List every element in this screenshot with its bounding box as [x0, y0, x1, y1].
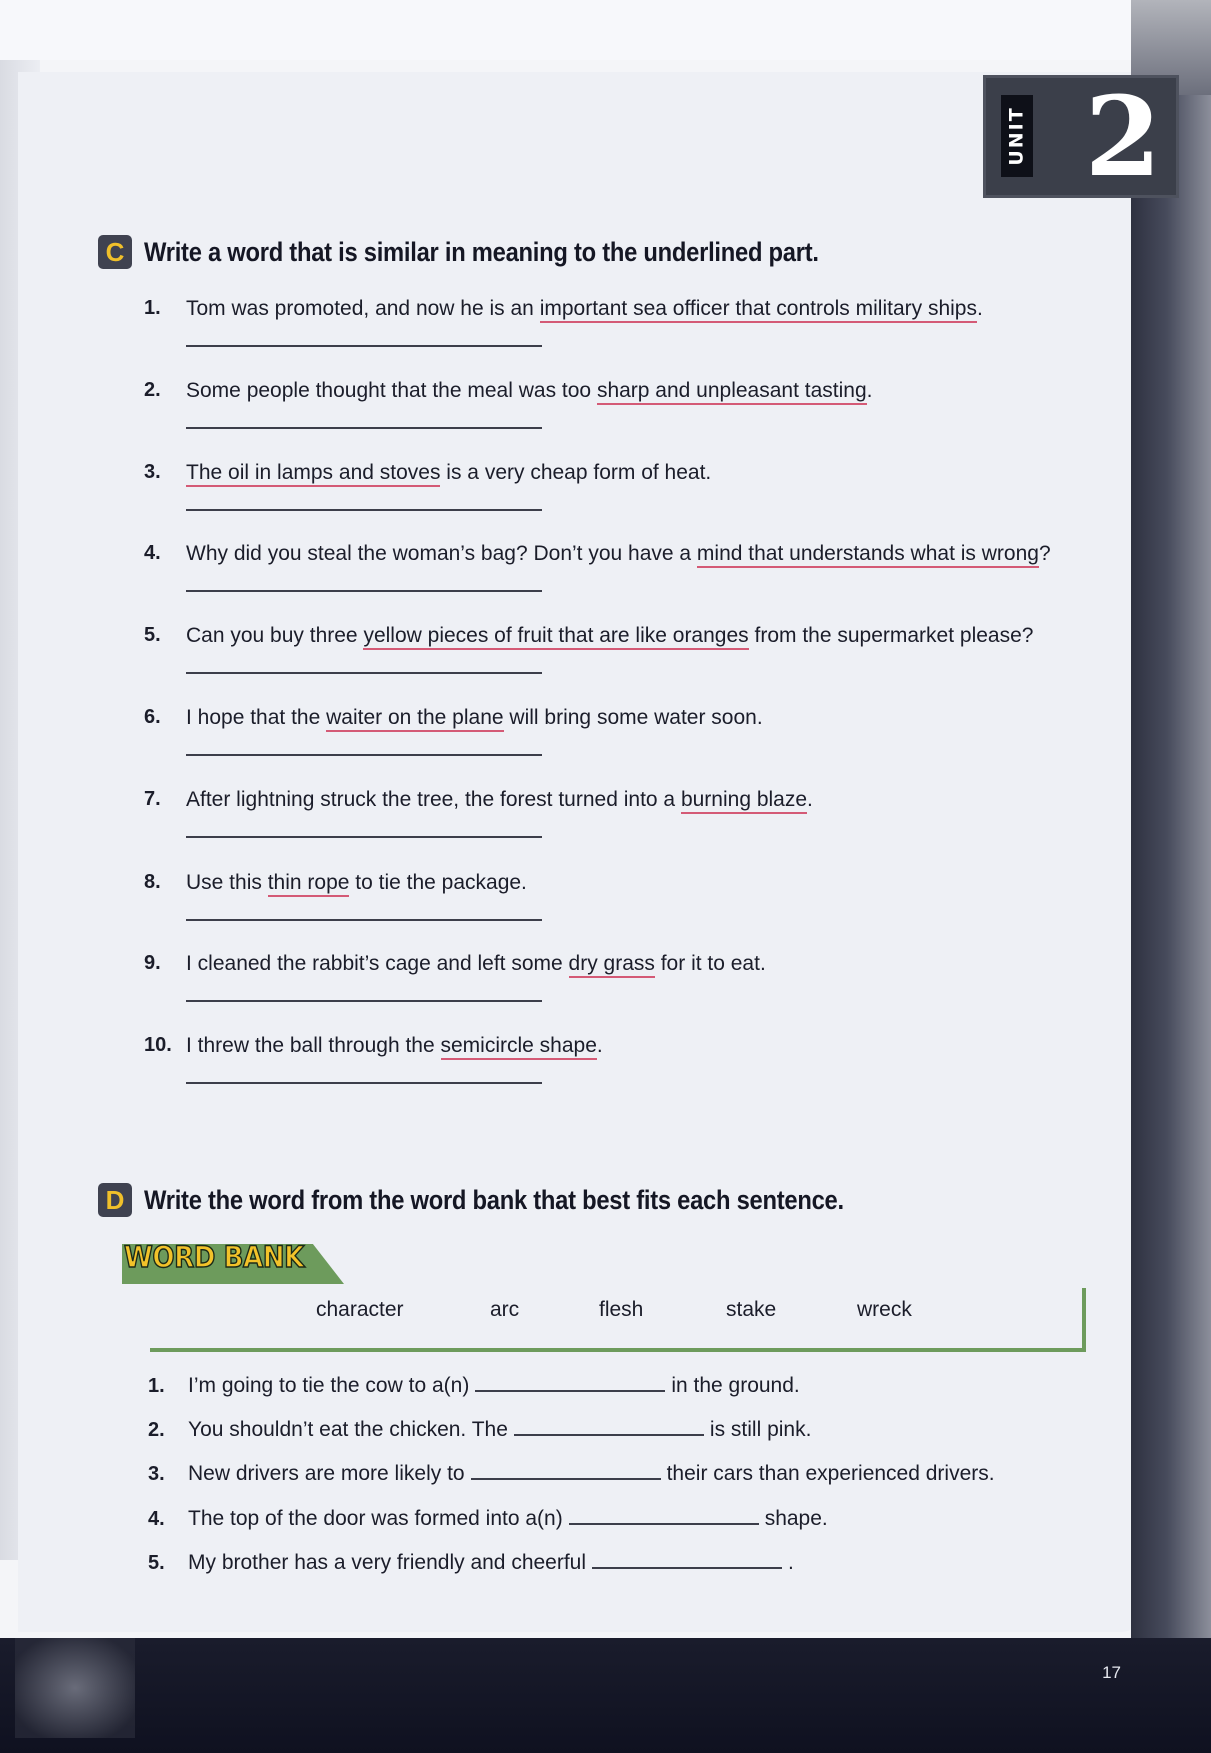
answer-blank[interactable] [186, 1082, 542, 1084]
sentence-text [186, 461, 711, 485]
section-d-header [98, 1183, 939, 1217]
sentence-after: is a very cheap form of heat. [440, 461, 712, 484]
answer-blank[interactable] [186, 672, 542, 674]
exercise-item [144, 297, 1094, 347]
item-number: 3. [144, 461, 161, 483]
underlined-phrase: yellow pieces of fruit that are like oranges [363, 624, 748, 650]
word-bank-word: flesh [599, 1298, 644, 1321]
exercise-sentence [144, 706, 1094, 730]
answer-blank[interactable] [186, 919, 542, 921]
fill-in-blank[interactable] [514, 1418, 704, 1436]
underlined-phrase: thin rope [268, 871, 350, 897]
bottom-page-edge [0, 1638, 1211, 1753]
item-number: 5. [144, 624, 161, 646]
sentence-after: . [866, 379, 873, 402]
fill-in-blank[interactable] [569, 1507, 759, 1525]
section-c-header [98, 235, 911, 269]
sentence-before: Some people thought that the meal was too [186, 379, 597, 402]
section-c-title: Write a word that is similar in meaning to the underlined part. [144, 236, 819, 267]
fill-in-item [148, 1418, 811, 1442]
underlined-phrase: semicircle shape [441, 1034, 597, 1060]
right-page-edge [1131, 0, 1211, 1753]
underlined-phrase: burning blaze [681, 788, 807, 814]
item-number: 1. [148, 1375, 165, 1397]
sentence-before: I’m going to tie the cow to a(n) [188, 1374, 470, 1397]
sentence-after: ? [1038, 542, 1051, 565]
sentence-text [186, 1034, 603, 1058]
unit-label: UNIT [1006, 106, 1029, 166]
sentence-before: The top of the door was formed into a(n) [188, 1507, 563, 1530]
exercise-item [144, 871, 1094, 921]
fill-in-blank[interactable] [471, 1462, 661, 1480]
unit-label-box [1001, 95, 1033, 177]
exercise-sentence [144, 1034, 1094, 1058]
sentence-before: I cleaned the rabbit’s cage and left some [186, 952, 569, 975]
exercise-item [144, 1034, 1094, 1084]
exercise-sentence [144, 542, 1094, 566]
section-c-letter: C [98, 235, 132, 269]
sentence-before: After lightning struck the tree, the forest turned into a [186, 788, 681, 811]
sentence-before: Can you buy three [186, 624, 364, 647]
sentence-text [186, 297, 983, 321]
sentence-text [186, 952, 766, 976]
exercise-item [144, 542, 1094, 592]
exercise-item [144, 952, 1094, 1002]
answer-blank[interactable] [186, 1000, 542, 1002]
word-bank-box [150, 1288, 1086, 1352]
section-d-title: Write the word from the word bank that best fits each sentence. [144, 1184, 844, 1215]
item-number: 8. [144, 871, 161, 893]
exercise-sentence [144, 379, 1094, 403]
fill-in-item [148, 1507, 828, 1531]
exercise-sentence [144, 624, 1094, 648]
sentence-before: New drivers are more likely to [188, 1462, 465, 1485]
sentence-after: . [788, 1551, 794, 1574]
exercise-item [144, 706, 1094, 756]
exercise-sentence [144, 297, 1094, 321]
sentence-text [186, 624, 1033, 648]
exercise-item [144, 788, 1094, 838]
item-number: 1. [144, 297, 161, 319]
bottom-left-glare [15, 1638, 135, 1738]
sentence-after: shape. [764, 1507, 828, 1530]
sentence-before: Why did you steal the woman’s bag? Don’t you have a [186, 542, 697, 565]
scan-top-margin [0, 0, 1211, 60]
answer-blank[interactable] [186, 427, 542, 429]
sentence-before: I threw the ball through the [186, 1034, 441, 1057]
page-number: 17 [1102, 1663, 1121, 1682]
exercise-sentence [144, 952, 1094, 976]
item-number: 5. [148, 1552, 165, 1574]
section-d-letter: D [98, 1183, 132, 1217]
exercise-sentence [144, 871, 1094, 895]
item-number: 9. [144, 952, 161, 974]
answer-blank[interactable] [186, 836, 542, 838]
exercise-item [144, 461, 1094, 511]
item-number: 3. [148, 1463, 165, 1485]
item-number: 2. [148, 1419, 165, 1441]
sentence-after: . [977, 297, 983, 320]
word-bank-word: wreck [857, 1298, 912, 1321]
item-number: 10. [144, 1034, 172, 1056]
unit-badge [983, 72, 1179, 201]
sentence-before: My brother has a very friendly and cheerful [188, 1551, 587, 1574]
fill-in-blank[interactable] [592, 1551, 782, 1569]
answer-blank[interactable] [186, 590, 542, 592]
answer-blank[interactable] [186, 345, 542, 347]
exercise-sentence [144, 788, 1094, 812]
word-bank-label: WORD BANK [124, 1240, 304, 1274]
word-bank-word: character [316, 1298, 404, 1321]
sentence-after: in the ground. [671, 1374, 800, 1397]
item-number: 4. [144, 542, 161, 564]
underlined-phrase: sharp and unpleasant tasting [597, 379, 867, 405]
item-number: 6. [144, 706, 161, 728]
sentence-before: I hope that the [186, 706, 327, 729]
sentence-after: their cars than experienced drivers. [666, 1462, 995, 1485]
underlined-phrase: waiter on the plane [326, 706, 503, 732]
sentence-after: to tie the package. [349, 871, 527, 894]
sentence-text [186, 542, 1051, 566]
sentence-text [186, 788, 813, 812]
word-bank-word: stake [726, 1298, 777, 1321]
sentence-after: for it to eat. [654, 952, 766, 975]
word-bank-word: arc [490, 1298, 520, 1321]
item-number: 4. [148, 1508, 165, 1530]
sentence-before: Tom was promoted, and now he is an [186, 297, 540, 320]
exercise-item [144, 379, 1094, 429]
exercise-sentence [144, 461, 1094, 485]
sentence-before: You shouldn’t eat the chicken. The [188, 1418, 508, 1441]
underlined-phrase: important sea officer that controls military ships [540, 297, 977, 323]
fill-in-item [148, 1374, 800, 1398]
sentence-text [186, 379, 872, 403]
sentence-after: . [596, 1034, 603, 1057]
sentence-before: Use this [186, 871, 268, 894]
underlined-phrase: dry grass [569, 952, 655, 978]
sentence-after: will bring some water soon. [503, 706, 763, 729]
sentence-text [186, 706, 763, 730]
fill-in-blank[interactable] [475, 1374, 665, 1392]
fill-in-item [148, 1462, 995, 1486]
underlined-phrase: The oil in lamps and stoves [186, 461, 440, 487]
underlined-phrase: mind that understands what is wrong [697, 542, 1039, 568]
exercise-item [144, 624, 1094, 674]
fill-in-item [148, 1551, 794, 1575]
unit-number: 2 [1084, 72, 1162, 201]
sentence-after: from the supermarket please? [748, 624, 1034, 647]
sentence-after: . [807, 788, 813, 811]
sentence-text [186, 871, 527, 895]
item-number: 7. [144, 788, 161, 810]
answer-blank[interactable] [186, 754, 542, 756]
answer-blank[interactable] [186, 509, 542, 511]
sentence-after: is still pink. [709, 1418, 812, 1441]
item-number: 2. [144, 379, 161, 401]
